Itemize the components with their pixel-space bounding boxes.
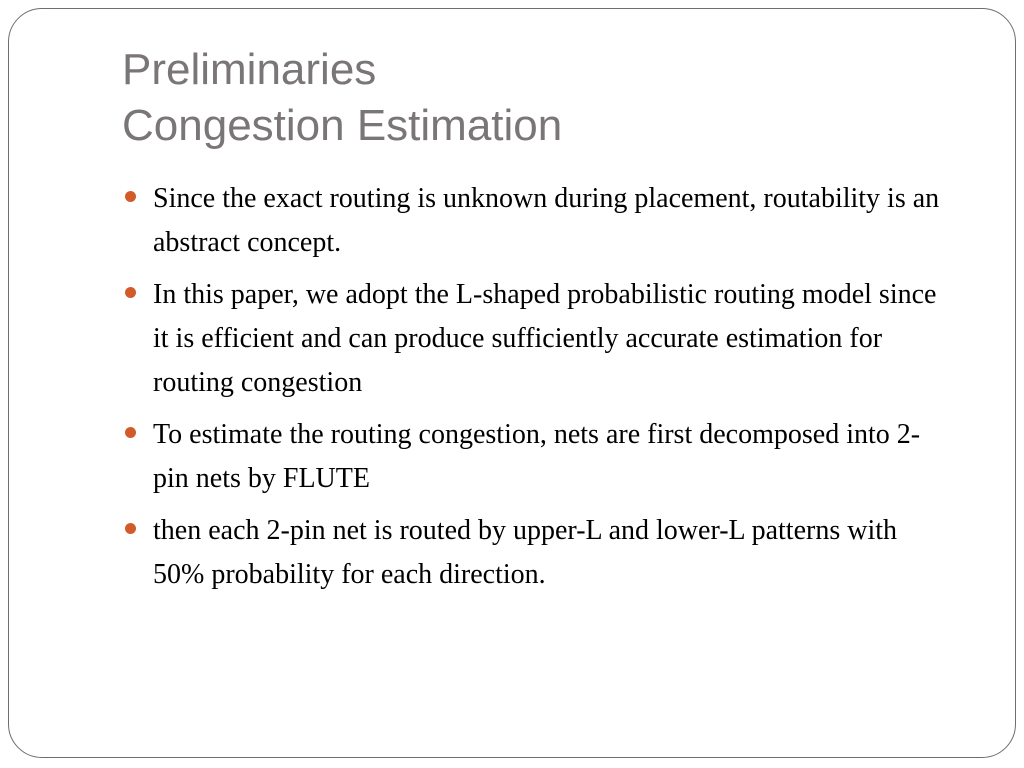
slide-frame [8, 8, 1016, 758]
title-line-2: Congestion Estimation [122, 101, 563, 150]
bullet-text: Since the exact routing is unknown during placement, routability is an abstract concept. [153, 183, 940, 258]
bullet-dot-icon [125, 287, 136, 298]
title-line-1: Preliminaries [122, 45, 377, 94]
bullet-item [122, 509, 942, 597]
bullet-item [122, 177, 942, 265]
bullet-dot-icon [125, 427, 136, 438]
bullet-item [122, 273, 942, 405]
bullet-text: In this paper, we adopt the L-shaped probabilistic routing model since it is efficient and can produce sufficiently accurate estimation for routing congestion [153, 279, 937, 398]
bullet-dot-icon [125, 523, 136, 534]
bullet-list [122, 177, 942, 605]
slide-title [122, 42, 982, 154]
bullet-item [122, 413, 942, 501]
bullet-dot-icon [125, 191, 136, 202]
bullet-text: then each 2-pin net is routed by upper-L and lower-L patterns with 50% probability for each direction. [153, 515, 898, 590]
bullet-text: To estimate the routing congestion, nets are first decomposed into 2-pin nets by FLUTE [153, 419, 921, 494]
